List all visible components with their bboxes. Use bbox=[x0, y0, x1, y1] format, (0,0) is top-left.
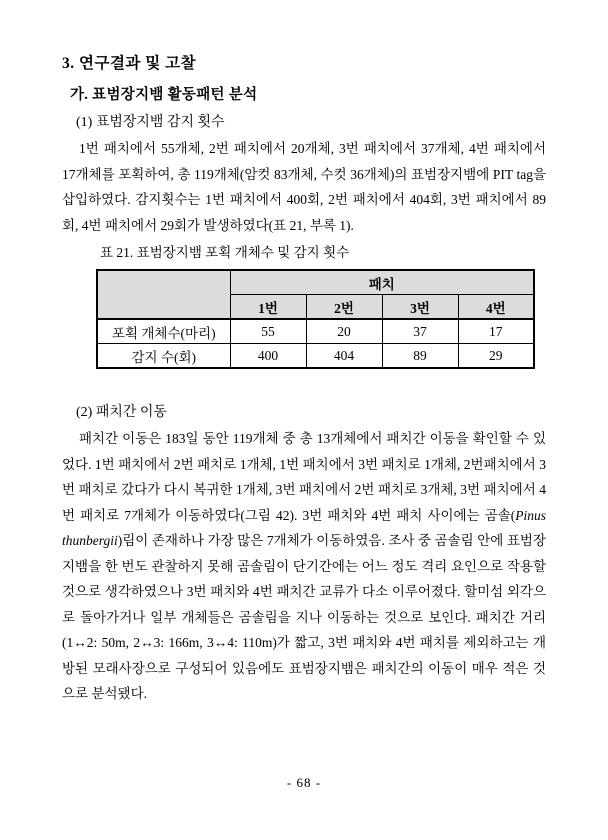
row-label-detections: 감지 수(회) bbox=[97, 344, 230, 369]
cell-detections-patch-2: 404 bbox=[306, 344, 382, 369]
column-header-patch-3: 3번 bbox=[382, 295, 458, 320]
subsection-heading: 가. 표범장지뱀 활동패턴 분석 bbox=[70, 87, 258, 103]
item-heading-detection-count: (1) 표범장지뱀 감지 횟수 bbox=[76, 115, 225, 130]
table-caption: 표 21. 표범장지뱀 포획 개체수 및 감지 횟수 bbox=[100, 245, 350, 260]
page-number: - 68 - bbox=[286, 775, 322, 790]
cell-detections-patch-1: 400 bbox=[230, 344, 306, 369]
cell-detections-patch-3: 89 bbox=[382, 344, 458, 369]
cell-captured-patch-2: 20 bbox=[306, 319, 382, 344]
column-header-patch-4: 4번 bbox=[458, 295, 534, 320]
paragraph-patch-movement-part1: 패치간 이동은 183일 동안 119개체 중 총 13개체에서 패치간 이동을 확인할 수 있었다. 1번 패치에서 2번 패치로 1개체, 1번 패치에서 3번 패치로 1개체, 2번패치에서 3번 패치로 갔다가 다시 복귀한 1개체, 3번 패치에서 2번 패치로 3개체, 3번 패치에서 4번 패치로 7개체가 이동하였다(그림 42). 3번 패치와 4번 패치 사이에는 곰솔( bbox=[62, 431, 546, 523]
cell-detections-patch-4: 29 bbox=[458, 344, 534, 369]
paragraph-patch-movement bbox=[62, 426, 546, 707]
paragraph-detection-counts: 1번 패치에서 55개체, 2번 패치에서 20개체, 3번 패치에서 37개체, 4번 패치에서 17개체를 포획하여, 총 119개체(암컷 83개체, 수컷 36개체)의 표범장지뱀에 PIT tag을 삽입하였다. 감지횟수는 1번 패치에서 400회, 2번 패치에서 404회, 3번 패치에서 89회, 4번 패치에서 29회가 발생하였다(표 21, 부록 1). bbox=[62, 141, 546, 233]
table-stub-cell bbox=[97, 270, 230, 319]
cell-captured-patch-1: 55 bbox=[230, 319, 306, 344]
cell-captured-patch-3: 37 bbox=[382, 319, 458, 344]
table-group-header-row bbox=[97, 270, 534, 295]
paragraph-patch-movement-part2: )림이 존재하나 가장 많은 7개체가 이동하였음. 조사 중 곰솔림 안에 표범장지뱀을 한 번도 관찰하지 못해 곰솔림이 단기간에는 어느 정도 격리 요인으로 작용할 것으로 생각하였으나 3번 패치와 4번 패치간 교류가 다소 이루어졌다. 할미섬 외각으로 돌아가거나 일부 개체들은 곰솔림을 지나 이동하는 것으로 보인다. 패치간 거리(1↔2: 50m, 2↔3: 166m, 3↔4: 110m)가 짧고, 3번 패치와 4번 패치를 제외하고는 개방된 모래사장으로 구성되어 있음에도 표범장지뱀은 패치간의 이동이 매우 적은 것으로 분석됐다. bbox=[62, 533, 546, 701]
table-row-captured bbox=[97, 319, 534, 344]
table-row-detections bbox=[97, 344, 534, 369]
row-label-captured: 포획 개체수(마리) bbox=[97, 319, 230, 344]
capture-detection-table bbox=[96, 269, 535, 369]
section-heading: 3. 연구결과 및 고찰 bbox=[62, 55, 197, 72]
column-header-patch-2: 2번 bbox=[306, 295, 382, 320]
column-header-patch-1: 1번 bbox=[230, 295, 306, 320]
cell-captured-patch-4: 17 bbox=[458, 319, 534, 344]
species-name-italic: Pinus thunbergii bbox=[62, 507, 546, 548]
table-group-header: 패치 bbox=[230, 270, 534, 295]
item-heading-patch-movement: (2) 패치간 이동 bbox=[76, 405, 167, 420]
